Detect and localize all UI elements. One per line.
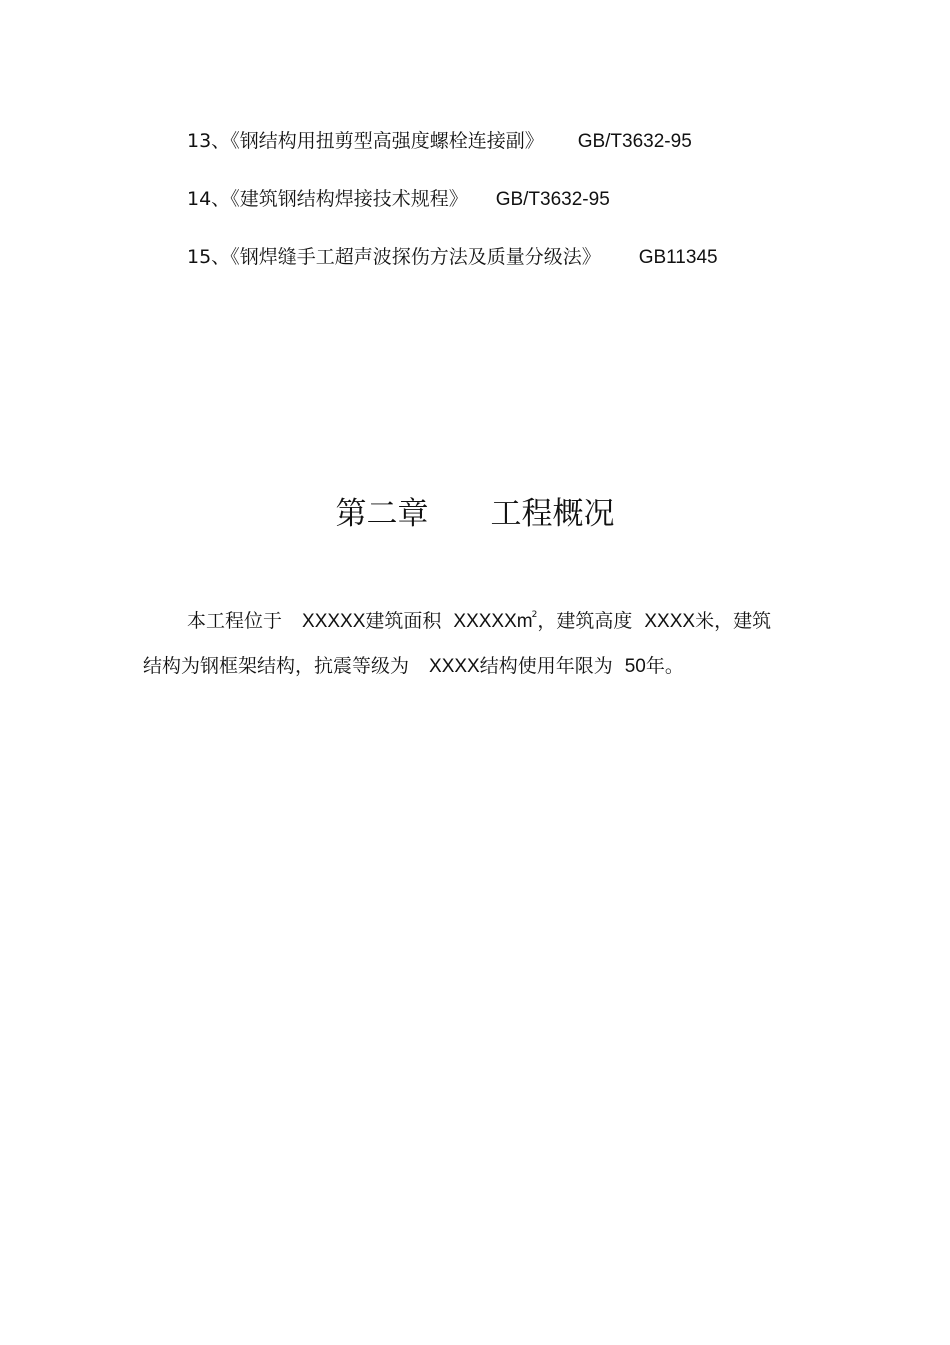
overview-seismic-grade-value: XXXX: [429, 656, 480, 677]
reference-code: GB11345: [638, 247, 718, 268]
overview-text: 本工程位于: [187, 610, 283, 632]
reference-number: 15、: [187, 246, 231, 268]
reference-code: GB/T3632-95: [495, 189, 610, 210]
overview-paragraph-line-2: [143, 654, 823, 679]
reference-code: GB/T3632-95: [577, 131, 692, 152]
overview-location-value: XXXXX: [302, 611, 366, 632]
overview-service-life-value: 50: [624, 656, 646, 677]
overview-text: 米，建筑: [695, 610, 772, 632]
reference-number: 14、: [187, 188, 231, 210]
chapter-name: 工程概况: [490, 496, 615, 532]
overview-text: ，建筑高度: [537, 610, 633, 632]
reference-title: 《建筑钢结构焊接技术规程》: [230, 188, 468, 210]
overview-height-value: XXXX: [644, 611, 696, 632]
overview-paragraph-line-1: [187, 603, 867, 634]
overview-text: 年。: [645, 655, 684, 677]
overview-area-value: XXXXX: [453, 611, 517, 632]
overview-text: 结构为钢框架结构，抗震等级为: [143, 655, 410, 677]
overview-area-unit: m: [516, 611, 533, 632]
reference-title: 《钢结构用扭剪型高强度螺栓连接副》: [230, 130, 544, 152]
reference-item-14: [187, 187, 610, 212]
reference-title: 《钢焊缝手工超声波探伤方法及质量分级法》: [230, 246, 601, 268]
reference-item-13: [187, 129, 692, 154]
overview-text: 结构使用年限为: [479, 655, 613, 677]
overview-area-unit-exponent: 2: [531, 610, 538, 620]
chapter-number: 第二章: [335, 496, 429, 532]
reference-number: 13、: [187, 130, 231, 152]
chapter-heading: [0, 494, 950, 534]
overview-text: 建筑面积: [365, 610, 442, 632]
reference-item-15: [187, 245, 718, 270]
